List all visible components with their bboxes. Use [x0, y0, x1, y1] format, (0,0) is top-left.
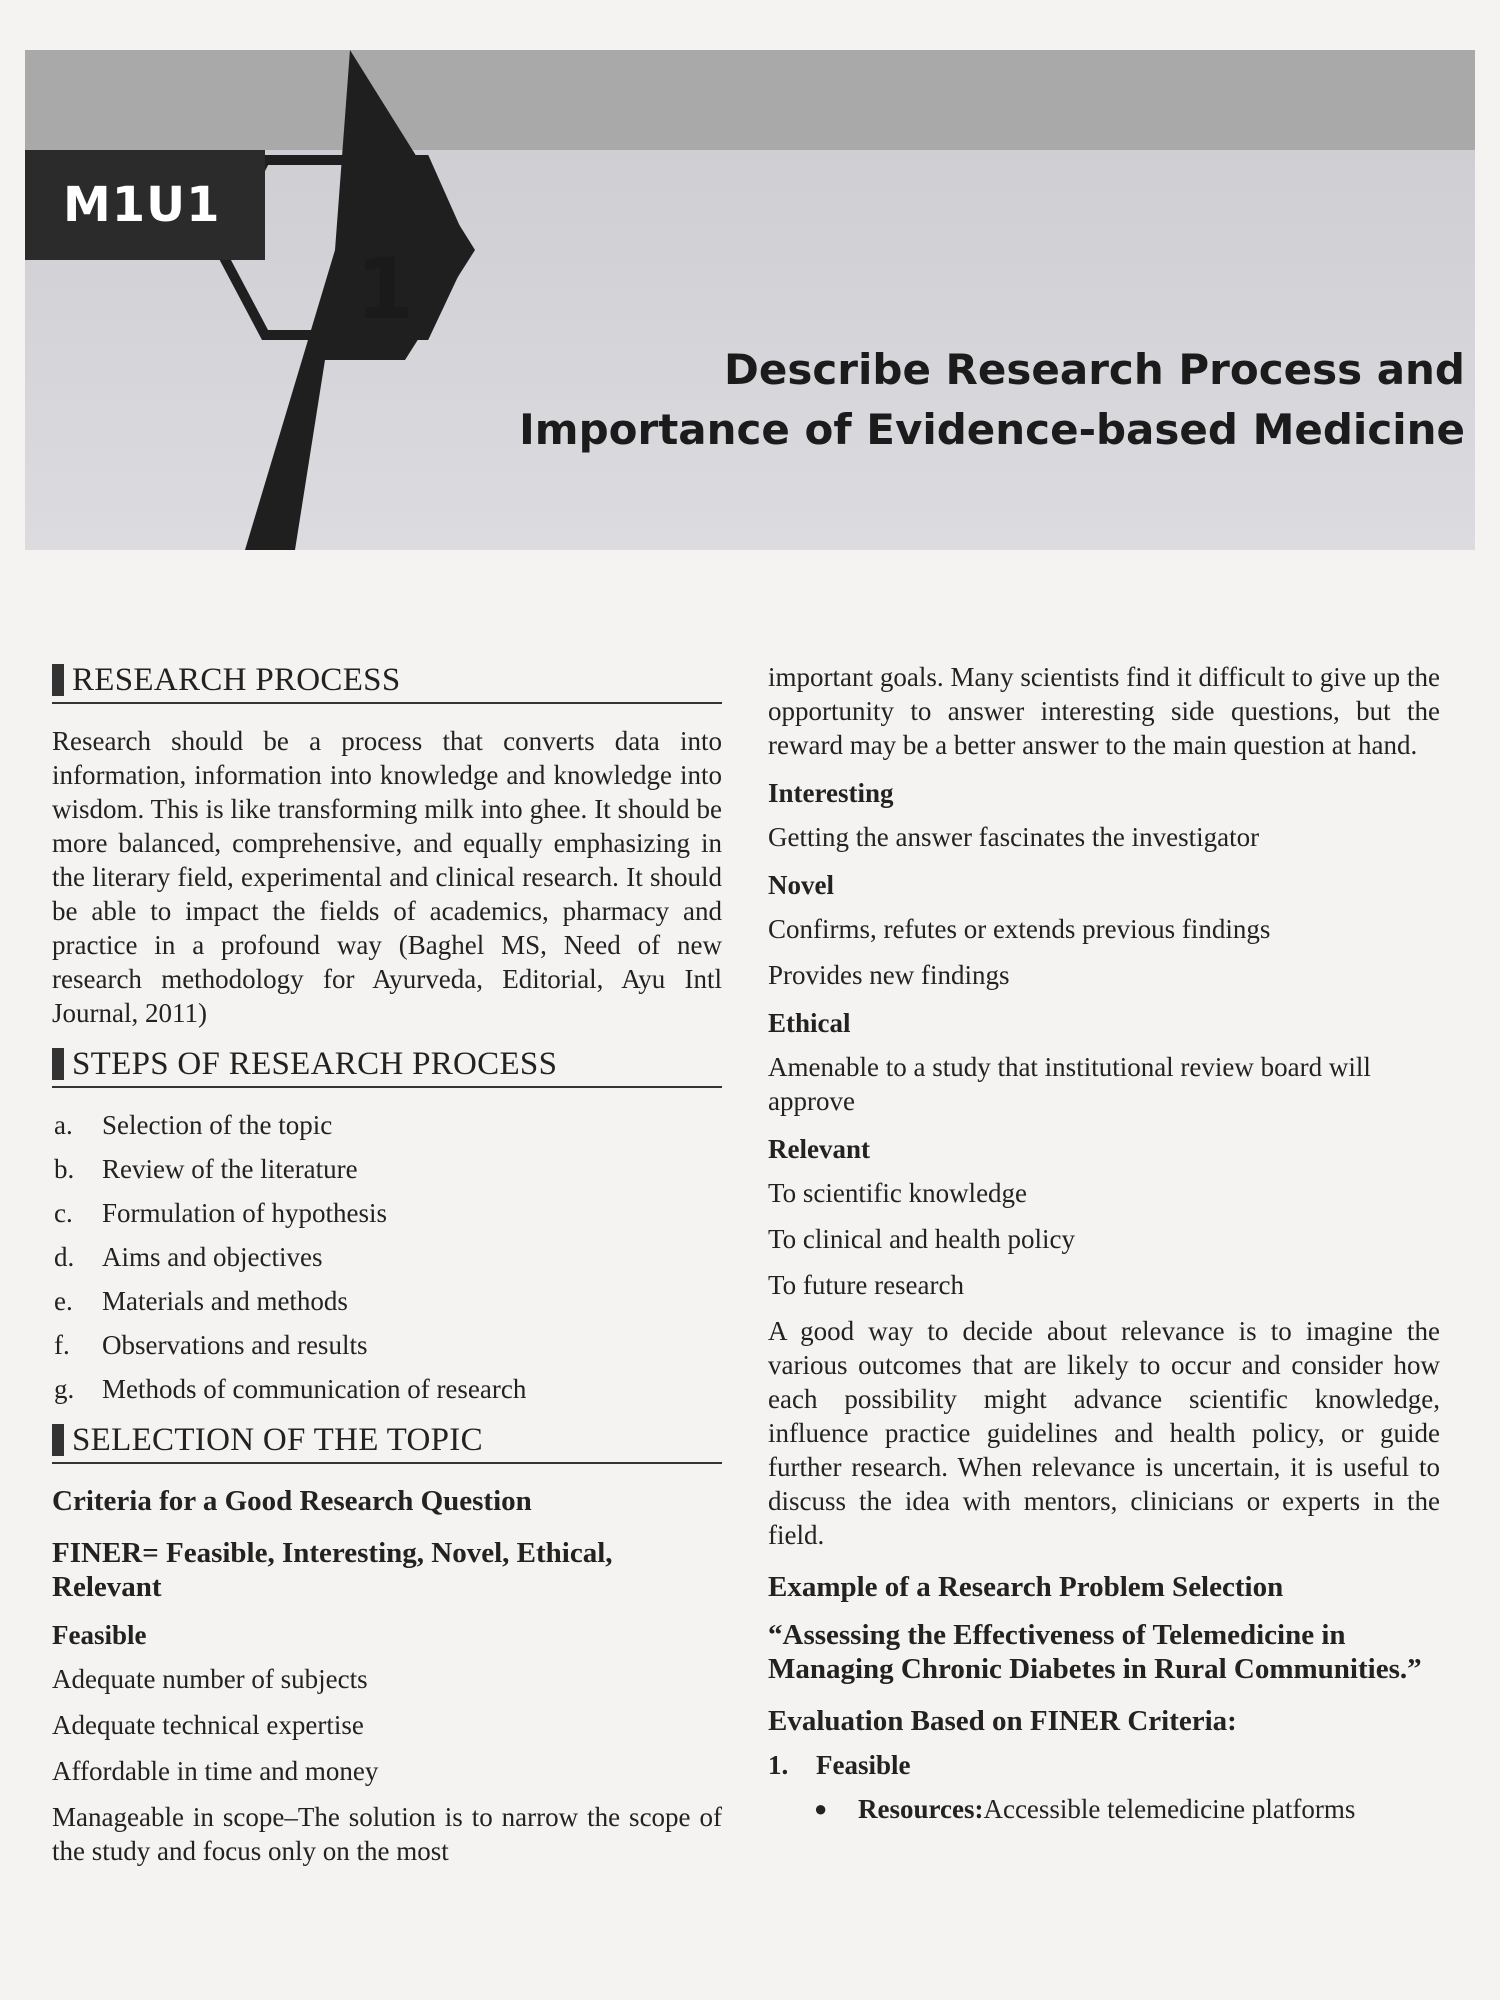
bullet-label: Resources: — [858, 1794, 984, 1824]
interesting-text: Getting the answer fascinates the investigator — [768, 822, 1260, 852]
list-item — [52, 1152, 722, 1186]
list-item — [52, 1108, 722, 1142]
list-item-label: d. — [54, 1242, 75, 1272]
evaluation-item-number: 1. — [768, 1750, 789, 1780]
list-item-text: Aims and objectives — [102, 1242, 323, 1272]
feasible-item: Adequate number of subjects — [52, 1664, 368, 1694]
list-item-label: a. — [54, 1110, 73, 1140]
list-item — [52, 1284, 722, 1318]
finer-heading: FINER= Feasible, Interesting, Novel, Ethical, Relevant — [52, 1537, 613, 1603]
unit-code-label: M1U1 — [25, 150, 265, 260]
section-heading-steps — [52, 1044, 722, 1088]
list-item — [52, 1328, 722, 1362]
list-item-text: Selection of the topic — [102, 1110, 333, 1140]
evaluation-heading: Evaluation Based on FINER Criteria: — [768, 1705, 1237, 1737]
right-column — [768, 660, 1440, 1826]
list-item-text: Materials and methods — [102, 1286, 348, 1316]
heading-bar-icon — [52, 1424, 64, 1456]
list-item-text: Observations and results — [102, 1330, 368, 1360]
chapter-title-line2: Importance of Evidence-based Medicine — [519, 405, 1465, 454]
chapter-hexagon-graphic — [25, 50, 1475, 550]
novel-heading: Novel — [768, 870, 834, 900]
ethical-text: Amenable to a study that institutional review board will approve — [768, 1052, 1371, 1116]
list-item — [52, 1372, 722, 1406]
chapter-banner — [25, 50, 1475, 550]
list-item-label: f. — [54, 1330, 70, 1360]
section-heading-text: RESEARCH PROCESS — [72, 662, 401, 698]
steps-list — [52, 1108, 722, 1406]
chapter-number: 1 — [355, 240, 415, 338]
list-item-label: b. — [54, 1154, 75, 1184]
interesting-heading: Interesting — [768, 778, 894, 808]
list-item-label: c. — [54, 1198, 73, 1228]
example-heading: Example of a Research Problem Selection — [768, 1571, 1284, 1603]
evaluation-item-label: Feasible — [816, 1750, 911, 1780]
evaluation-item — [768, 1748, 1440, 1782]
relevant-heading: Relevant — [768, 1134, 870, 1164]
list-item-label: g. — [54, 1374, 75, 1404]
section-heading-text: STEPS OF RESEARCH PROCESS — [72, 1046, 558, 1082]
feasible-heading: Feasible — [52, 1620, 147, 1650]
list-item-label: e. — [54, 1286, 73, 1316]
chapter-title — [485, 340, 1465, 460]
bullet-icon: ● — [814, 1796, 828, 1821]
list-item-text: Methods of communication of research — [102, 1374, 527, 1404]
novel-item: Confirms, refutes or extends previous findings — [768, 914, 1271, 944]
bullet-content — [858, 1792, 1355, 1826]
novel-item: Provides new findings — [768, 960, 1010, 990]
criteria-heading: Criteria for a Good Research Question — [52, 1485, 532, 1517]
heading-bar-icon — [52, 664, 64, 696]
continuation-paragraph: important goals. Many scientists find it difficult to give up the opportunity to answer interesting side questions, but the reward may be a better answer to the main question at hand. — [768, 662, 1440, 760]
section-heading-selection — [52, 1420, 722, 1464]
manageable-paragraph: Manageable in scope–The solution is to narrow the scope of the study and focus only on the most — [52, 1802, 722, 1866]
ethical-heading: Ethical — [768, 1008, 851, 1038]
section-heading-research-process — [52, 660, 722, 704]
evaluation-bullet — [814, 1792, 1440, 1826]
bullet-text: Accessible telemedicine platforms — [983, 1794, 1356, 1824]
left-column — [52, 660, 722, 1876]
list-item — [52, 1196, 722, 1230]
example-title: “Assessing the Effectiveness of Telemedicine in Managing Chronic Diabetes in Rural Communities.” — [768, 1619, 1422, 1685]
section-heading-text: SELECTION OF THE TOPIC — [72, 1422, 483, 1458]
relevance-paragraph: A good way to decide about relevance is to imagine the various outcomes that are likely to occur and consider how each possibility might advance scientific knowledge, influence practice guidelines and health policy, or guide further research. When relevance is uncertain, it is useful to discuss the idea with mentors, clinicians or experts in the field. — [768, 1316, 1440, 1550]
chapter-title-line1: Describe Research Process and — [724, 345, 1465, 394]
list-item-text: Review of the literature — [102, 1154, 358, 1184]
list-item — [52, 1240, 722, 1274]
feasible-item: Adequate technical expertise — [52, 1710, 364, 1740]
feasible-item: Affordable in time and money — [52, 1756, 379, 1786]
relevant-item: To scientific knowledge — [768, 1178, 1028, 1208]
research-process-paragraph: Research should be a process that converts data into information, information into knowledge and knowledge into wisdom. This is like transforming milk into ghee. It should be more balanced, comprehensive, and equally emphasizing in the literary field, experimental and clinical research. It should be able to impact the fields of academics, pharmacy and practice in a profound way (Baghel MS, Need of new research methodology for Ayurveda, Editorial, Ayu Intl Journal, 2011) — [52, 726, 722, 1028]
relevant-item: To clinical and health policy — [768, 1224, 1076, 1254]
list-item-text: Formulation of hypothesis — [102, 1198, 387, 1228]
relevant-item: To future research — [768, 1270, 965, 1300]
heading-bar-icon — [52, 1048, 64, 1080]
